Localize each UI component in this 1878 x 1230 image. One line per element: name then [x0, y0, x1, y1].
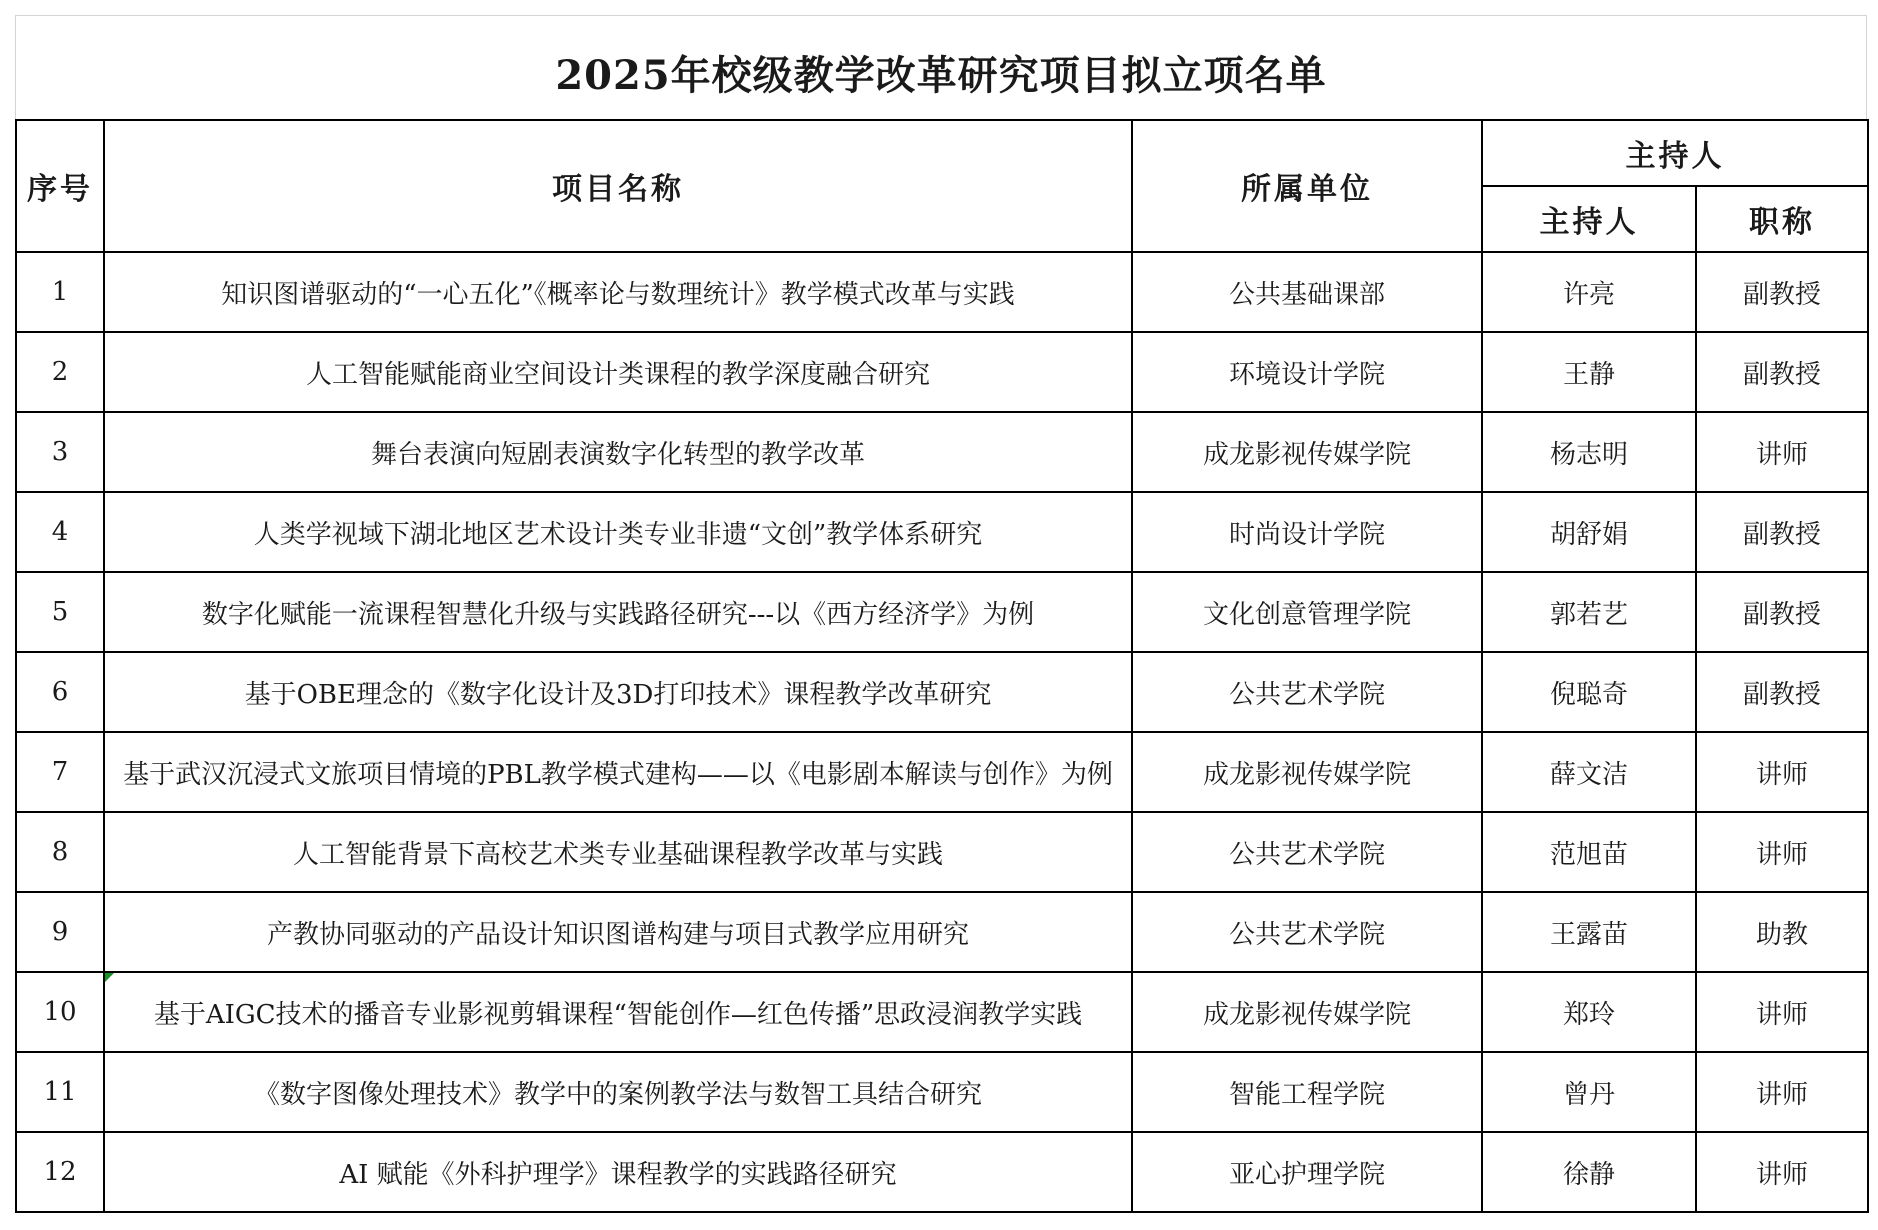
cell-rank[interactable]: 助教: [1696, 892, 1868, 972]
cell-rank[interactable]: 讲师: [1696, 972, 1868, 1052]
spreadsheet-sheet: [15, 15, 1867, 1213]
table-row: [16, 1052, 1868, 1132]
cell-unit[interactable]: 公共艺术学院: [1132, 652, 1482, 732]
cell-host[interactable]: 胡舒娟: [1482, 492, 1696, 572]
cell-host[interactable]: 王静: [1482, 332, 1696, 412]
cell-index[interactable]: 8: [16, 812, 104, 892]
header-project-name[interactable]: 项目名称: [104, 120, 1132, 252]
cell-project-name[interactable]: 《数字图像处理技术》教学中的案例教学法与数智工具结合研究: [104, 1052, 1132, 1132]
table-header: [16, 120, 1868, 252]
table-row: [16, 892, 1868, 972]
cell-project-name[interactable]: AI 赋能《外科护理学》课程教学的实践路径研究: [104, 1132, 1132, 1212]
table-row: [16, 492, 1868, 572]
title-cell[interactable]: [15, 15, 1867, 119]
table-row: [16, 252, 1868, 332]
table-row: [16, 572, 1868, 652]
cell-host[interactable]: 王露苗: [1482, 892, 1696, 972]
cell-rank[interactable]: 讲师: [1696, 412, 1868, 492]
cell-index[interactable]: 11: [16, 1052, 104, 1132]
cell-index[interactable]: 1: [16, 252, 104, 332]
cell-unit[interactable]: 公共艺术学院: [1132, 812, 1482, 892]
cell-unit[interactable]: 公共艺术学院: [1132, 892, 1482, 972]
table-row: [16, 1132, 1868, 1212]
cell-host[interactable]: 倪聪奇: [1482, 652, 1696, 732]
page-title: 2025年校级教学改革研究项目拟立项名单: [555, 52, 1327, 99]
cell-rank[interactable]: 讲师: [1696, 732, 1868, 812]
project-table: [15, 119, 1869, 1213]
header-host-group[interactable]: 主持人: [1482, 120, 1868, 186]
cell-rank[interactable]: 副教授: [1696, 252, 1868, 332]
cell-index[interactable]: 5: [16, 572, 104, 652]
cell-index[interactable]: 12: [16, 1132, 104, 1212]
cell-index[interactable]: 10: [16, 972, 104, 1052]
table-row: [16, 652, 1868, 732]
cell-index[interactable]: 9: [16, 892, 104, 972]
cell-rank[interactable]: 副教授: [1696, 492, 1868, 572]
cell-project-name[interactable]: 产教协同驱动的产品设计知识图谱构建与项目式教学应用研究: [104, 892, 1132, 972]
header-host[interactable]: 主持人: [1482, 186, 1696, 252]
table-body: [16, 252, 1868, 1212]
cell-project-name[interactable]: 基于OBE理念的《数字化设计及3D打印技术》课程教学改革研究: [104, 652, 1132, 732]
cell-host[interactable]: 范旭苗: [1482, 812, 1696, 892]
cell-rank[interactable]: 讲师: [1696, 812, 1868, 892]
header-index[interactable]: 序号: [16, 120, 104, 252]
table-row: [16, 812, 1868, 892]
table-row: [16, 732, 1868, 812]
header-unit[interactable]: 所属单位: [1132, 120, 1482, 252]
cell-project-name-text: 基于AIGC技术的播音专业影视剪辑课程“智能创作—红色传播”思政浸润教学实践: [153, 999, 1083, 1030]
cell-project-name-with-comment[interactable]: [104, 972, 1132, 1052]
cell-unit[interactable]: 成龙影视传媒学院: [1132, 412, 1482, 492]
cell-index[interactable]: 7: [16, 732, 104, 812]
cell-project-name[interactable]: 人类学视域下湖北地区艺术设计类专业非遗“文创”教学体系研究: [104, 492, 1132, 572]
cell-unit[interactable]: 时尚设计学院: [1132, 492, 1482, 572]
cell-unit[interactable]: 成龙影视传媒学院: [1132, 972, 1482, 1052]
cell-index[interactable]: 3: [16, 412, 104, 492]
cell-index[interactable]: 6: [16, 652, 104, 732]
cell-project-name[interactable]: 知识图谱驱动的“一心五化”《概率论与数理统计》教学模式改革与实践: [104, 252, 1132, 332]
table-row: [16, 972, 1868, 1052]
cell-rank[interactable]: 讲师: [1696, 1052, 1868, 1132]
cell-host[interactable]: 郑玲: [1482, 972, 1696, 1052]
cell-unit[interactable]: 成龙影视传媒学院: [1132, 732, 1482, 812]
cell-unit[interactable]: 亚心护理学院: [1132, 1132, 1482, 1212]
comment-marker-icon: [105, 973, 114, 982]
cell-host[interactable]: 郭若艺: [1482, 572, 1696, 652]
cell-host[interactable]: 许亮: [1482, 252, 1696, 332]
cell-rank[interactable]: 副教授: [1696, 652, 1868, 732]
header-rank[interactable]: 职称: [1696, 186, 1868, 252]
cell-project-name[interactable]: 人工智能赋能商业空间设计类课程的教学深度融合研究: [104, 332, 1132, 412]
table-row: [16, 412, 1868, 492]
cell-project-name[interactable]: 数字化赋能一流课程智慧化升级与实践路径研究---以《西方经济学》为例: [104, 572, 1132, 652]
cell-unit[interactable]: 公共基础课部: [1132, 252, 1482, 332]
cell-project-name[interactable]: 人工智能背景下高校艺术类专业基础课程教学改革与实践: [104, 812, 1132, 892]
cell-index[interactable]: 4: [16, 492, 104, 572]
cell-host[interactable]: 徐静: [1482, 1132, 1696, 1212]
cell-unit[interactable]: 智能工程学院: [1132, 1052, 1482, 1132]
cell-rank[interactable]: 副教授: [1696, 572, 1868, 652]
cell-project-name[interactable]: 舞台表演向短剧表演数字化转型的教学改革: [104, 412, 1132, 492]
cell-host[interactable]: 薛文洁: [1482, 732, 1696, 812]
table-row: [16, 332, 1868, 412]
cell-rank[interactable]: 讲师: [1696, 1132, 1868, 1212]
cell-host[interactable]: 杨志明: [1482, 412, 1696, 492]
cell-host[interactable]: 曾丹: [1482, 1052, 1696, 1132]
cell-unit[interactable]: 环境设计学院: [1132, 332, 1482, 412]
cell-project-name[interactable]: 基于武汉沉浸式文旅项目情境的PBL教学模式建构——以《电影剧本解读与创作》为例: [104, 732, 1132, 812]
cell-unit[interactable]: 文化创意管理学院: [1132, 572, 1482, 652]
cell-index[interactable]: 2: [16, 332, 104, 412]
cell-rank[interactable]: 副教授: [1696, 332, 1868, 412]
